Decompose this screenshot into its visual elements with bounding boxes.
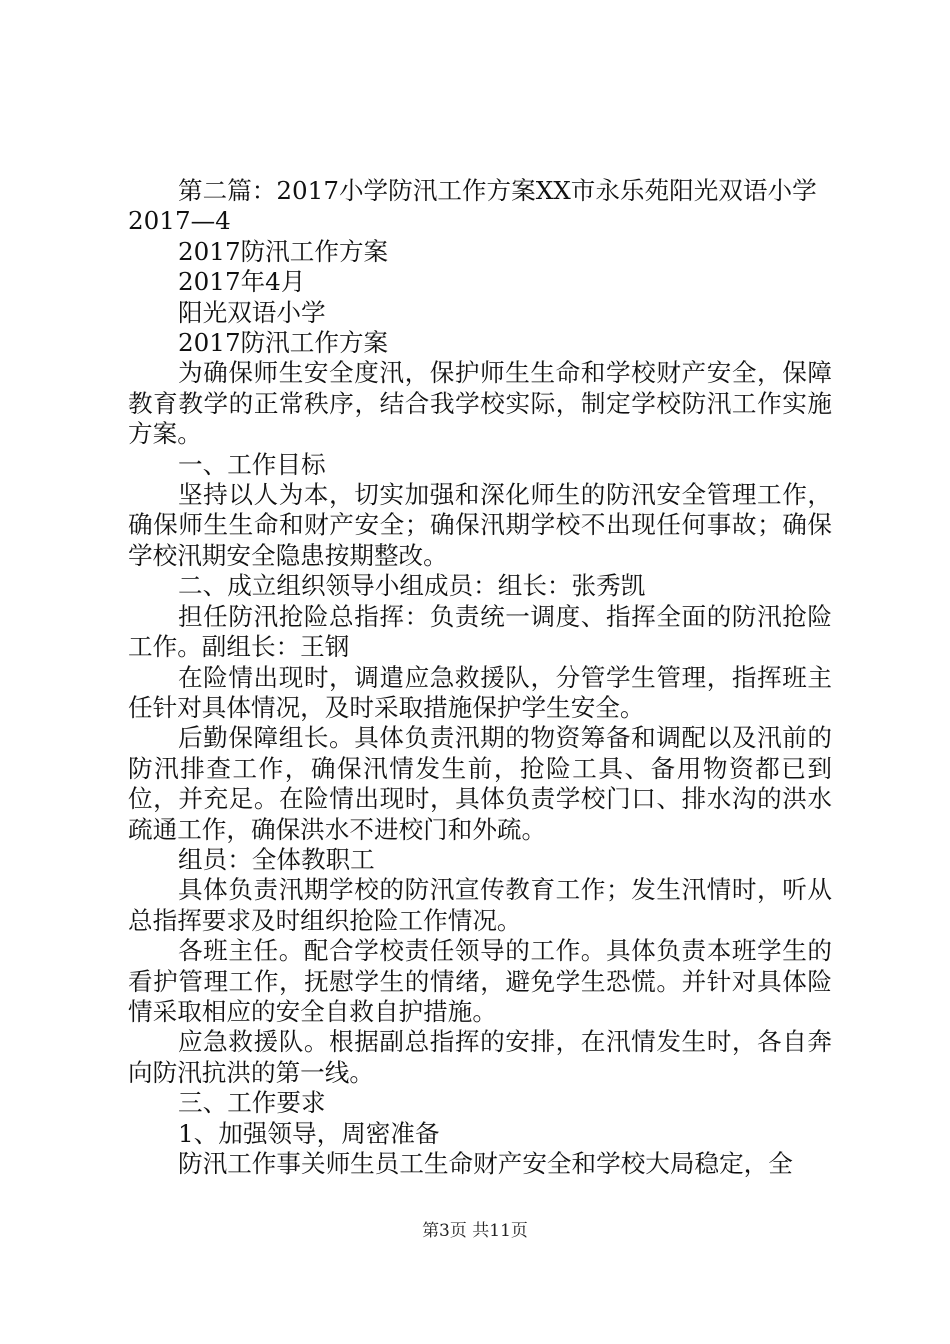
body-paragraph: 担任防汛抢险总指挥：负责统一调度、指挥全面的防汛抢险工作。副组长：王钢: [128, 601, 832, 662]
title-line: 2017防汛工作方案: [178, 236, 389, 266]
document-body: [128, 176, 832, 1179]
body-paragraph: 组员：全体教职工: [178, 844, 375, 874]
body-paragraph: 应急救援队。根据副总指挥的安排，在汛情发生时，各自奔向防汛抗洪的第一线。: [128, 1027, 832, 1087]
body-paragraph: 各班主任。配合学校责任领导的工作。具体负责本班学生的看护管理工作，抚慰学生的情绪，避免学生恐慌。并针对具体险情采取相应的安全自救自护措施。: [128, 936, 832, 1026]
title-line: 2017防汛工作方案: [178, 328, 389, 358]
school-line: 阳光双语小学: [178, 297, 326, 327]
body-paragraph: 坚持以人为本，切实加强和深化师生的防汛安全管理工作，确保师生生命和财产安全；确保汛期学校不出现任何事故；确保学校汛期安全隐患按期整改。: [128, 480, 832, 570]
section-heading: 二、成立组织领导小组成员：组长：张秀凯: [178, 571, 646, 601]
date-line: 2017年4月: [178, 267, 306, 297]
body-paragraph: 后勤保障组长。具体负责汛期的物资筹备和调配以及汛前的防汛排查工作，确保汛情发生前，抢险工具、备用物资都已到位，并充足。在险情出现时，具体负责学校门口、排水沟的洪水疏通工作，确保洪水不进校门和外疏。: [128, 723, 832, 844]
body-paragraph: 具体负责汛期学校的防汛宣传教育工作；发生汛情时，听从总指挥要求及时组织抢险工作情况。: [128, 875, 832, 935]
subsection-heading: 1、加强领导，周密准备: [178, 1118, 440, 1148]
body-paragraph: 在险情出现时，调遣应急救援队，分管学生管理，指挥班主任针对具体情况，及时采取措施保护学生安全。: [128, 662, 832, 722]
section-heading: 一、工作目标: [178, 449, 326, 479]
body-paragraph: 为确保师生安全度汛，保护师生生命和学校财产安全，保障教育教学的正常秩序，结合我学校实际，制定学校防汛工作实施方案。: [128, 358, 832, 449]
heading-line: 第二篇：2017小学防汛工作方案XX市永乐苑阳光双语小学2017—4: [128, 176, 817, 236]
body-paragraph: 防汛工作事关师生员工生命财产安全和学校大局稳定，全: [178, 1149, 793, 1178]
section-heading: 三、工作要求: [178, 1088, 326, 1118]
page-footer: 第3页 共11页: [422, 1221, 528, 1241]
